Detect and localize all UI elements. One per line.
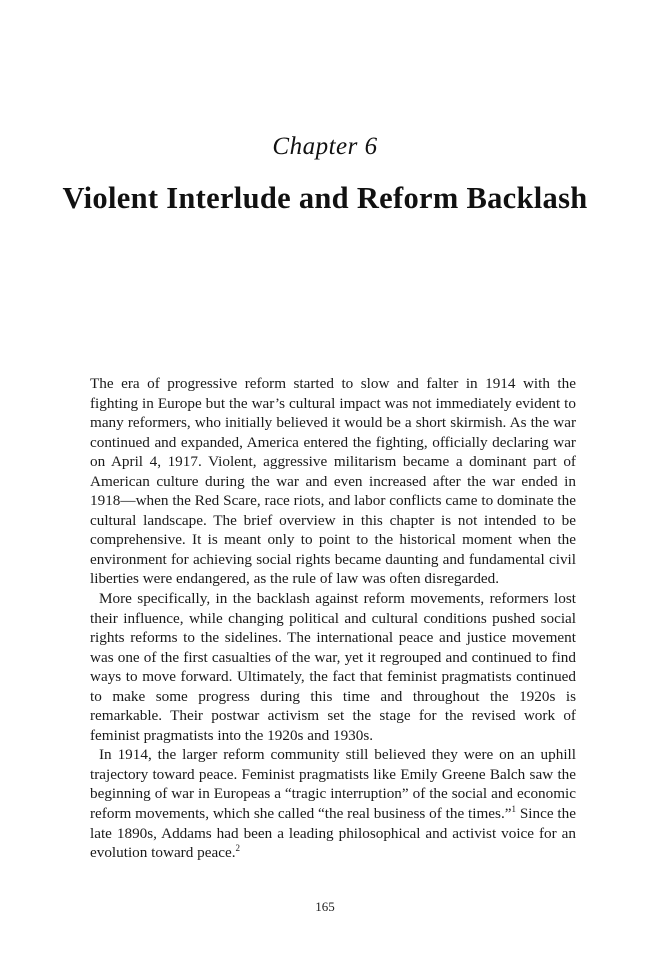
- footnote-ref-1[interactable]: 1: [511, 803, 516, 814]
- paragraph-3-part-1: In 1914, the larger reform community still believed they were on an uphill trajectory toward peace. Feminist pragmatists like Emily Greene Balch saw the beginning of war in Europeas a “tragic interruption” of the social and economic reform movements, which she called “the real business of the times.”: [90, 746, 576, 823]
- chapter-title: Violent Interlude and Reform Backlash: [62, 181, 588, 215]
- paragraph-3: [90, 745, 576, 862]
- footnote-ref-2[interactable]: 2: [235, 843, 240, 854]
- paragraph-3-part-2: Since the late 1890s, Addams had been a leading philosophical and activist voice for an evolution toward peace.: [90, 805, 576, 862]
- body-text: [90, 374, 576, 863]
- page-number: 165: [315, 899, 335, 914]
- paragraph-2: More specifically, in the backlash against reform movements, reformers lost their influence, while changing political and cultural conditions pushed social rights reforms to the sidelines. The international peace and justice movement was one of the first casualties of the war, yet it regrouped and continued to find ways to move forward. Ultimately, the fact that feminist pragmatists continued to make some progress during this time and throughout the 1920s is remarkable. Their postwar activism set the stage for the revised work of feminist pragmatists into the 1920s and 1930s.: [90, 590, 576, 744]
- paragraph-1: The era of progressive reform started to slow and falter in 1914 with the fighting in Europe but the war’s cultural impact was not immediately evident to many reformers, who initially believed it would be a short skirmish. As the war continued and expanded, America entered the fighting, officially declaring war on April 4, 1917. Violent, aggressive militarism became a dominant part of American culture during the war and even increased after the war ended in 1918—when the Red Scare, race riots, and labor conflicts came to dominate the cultural landscape. The brief overview in this chapter is not intended to be comprehensive. It is meant only to point to the historical moment when the environment for achieving social rights became daunting and fundamental civil liberties were endangered, as the rule of law was often disregarded.: [90, 375, 576, 588]
- chapter-label: Chapter 6: [272, 133, 378, 160]
